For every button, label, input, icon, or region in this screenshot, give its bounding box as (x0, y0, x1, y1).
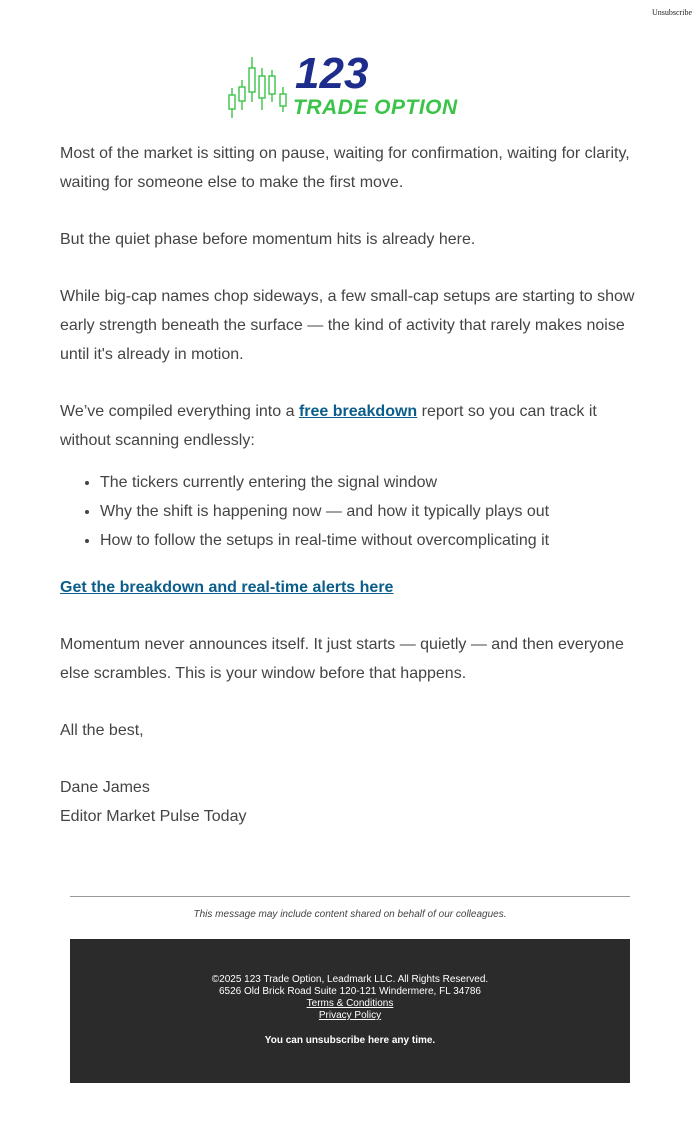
footer-panel (70, 939, 630, 1083)
email-body (60, 139, 645, 831)
terms-link[interactable]: Terms & Conditions (306, 998, 394, 1009)
footer-unsubscribe-link[interactable]: You can unsubscribe here any time. (264, 1035, 436, 1046)
list-item: • The tickers currently entering the signal window (100, 468, 645, 497)
footer-divider (70, 896, 630, 897)
copyright-text: ©2025 123 Trade Option, Leadmark LLC. All Rights Reserved. (211, 974, 489, 985)
paragraph-intro: Most of the market is sitting on pause, waiting for confirmation, waiting for clarity, waiting for someone else to make the first move. (60, 145, 630, 191)
candlestick-chart-icon (225, 54, 295, 122)
unsubscribe-link[interactable]: Unsubscribe (652, 8, 692, 17)
signature-name: Dane James (60, 779, 150, 796)
list-item: • Why the shift is happening now — and how it typically plays out (100, 497, 645, 526)
free-breakdown-link[interactable]: free breakdown (298, 403, 418, 420)
logo-number: 123 (295, 49, 369, 98)
cta-alerts-link[interactable]: Get the breakdown and real-time alerts here (60, 579, 394, 596)
paragraph-small-caps: While big-cap names chop sideways, a few small-cap setups are starting to show early strength beneath the surface — the kind of activity that rarely makes noise until it's already in motion. (60, 288, 635, 363)
privacy-link[interactable]: Privacy Policy (318, 1010, 382, 1021)
signature-title: Editor Market Pulse Today (60, 808, 247, 825)
benefits-list (60, 468, 645, 555)
logo-text: TRADE OPTION (293, 96, 458, 119)
paragraph-breakdown (60, 397, 645, 455)
list-item: • How to follow the setups in real-time without overcomplicating it (100, 526, 645, 555)
breakdown-text-before: We’ve compiled everything into a (60, 403, 299, 420)
closing-line: All the best, (60, 722, 144, 739)
paragraph-momentum: Momentum never announces itself. It just starts — quietly — and then everyone else scrambles. This is your window before that happens. (60, 636, 624, 682)
signature (60, 773, 645, 831)
address-text: 6526 Old Brick Road Suite 120-121 Windermere, FL 34786 (219, 986, 481, 997)
disclaimer-text: This message may include content shared on behalf of our colleagues. (193, 909, 507, 920)
brand-logo (225, 49, 475, 122)
paragraph-quiet-phase: But the quiet phase before momentum hits is already here. (60, 231, 476, 248)
cta-paragraph (60, 573, 645, 602)
breakdown-text-after: report so you can track it without scanning endlessly: (60, 403, 597, 449)
